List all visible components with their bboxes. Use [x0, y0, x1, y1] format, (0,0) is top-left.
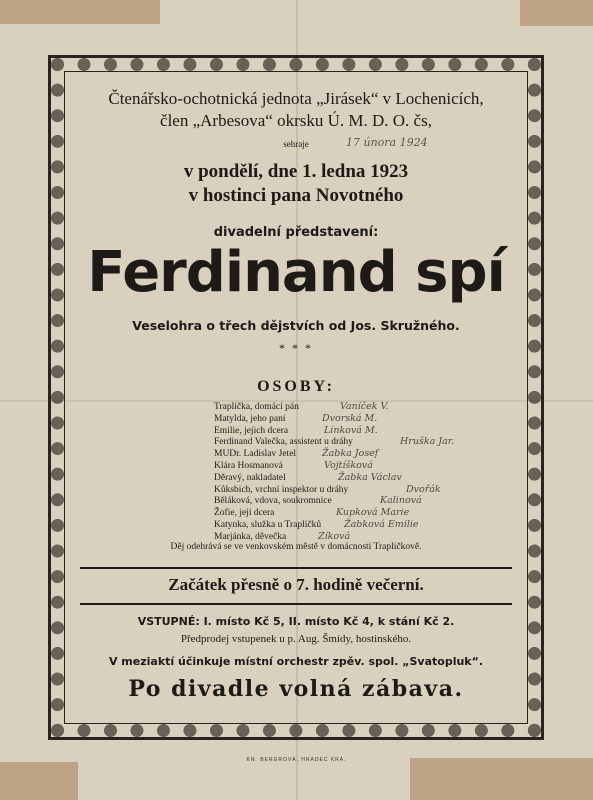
cast-role: Kůksbich, vrchní inspektor u dráhy: [214, 484, 349, 495]
cast-actor: Kupková Marie: [336, 507, 410, 519]
dance-announcement: Po divadle volná zábava.: [128, 676, 464, 702]
cast-role: Katynka, služka u Trapličků: [214, 519, 322, 530]
handwritten-date: 17 února 1924: [346, 136, 428, 149]
setting-note: Děj odehrává se ve venkovském městě v domácnosti Trapličkově.: [170, 542, 422, 552]
cast-row: [214, 520, 534, 532]
star-divider: * * *: [279, 341, 313, 355]
cast-role: Klára Hosmanová: [214, 460, 283, 471]
cast-actor: Žabková Emilie: [344, 518, 419, 530]
cast-row: [214, 449, 534, 461]
cast-row: [214, 485, 534, 497]
cast-actor: Vaníček V.: [340, 401, 389, 412]
divider-top: [80, 567, 512, 569]
cast-actor: Hruška Jar.: [400, 436, 455, 448]
cast-row: [214, 473, 534, 485]
tape-top-left: [0, 0, 160, 24]
cast-row: [214, 426, 534, 438]
tape-top-right: [520, 0, 593, 26]
cast-role: Marjánka, děvečka: [214, 531, 287, 542]
cast-role: Traplička, domácí pán: [214, 402, 299, 412]
cast-role: Běláková, vdova, soukromnice: [214, 496, 332, 507]
cast-actor: Zíková: [318, 530, 351, 542]
start-time: Začátek přesně o 7. hodině večerní.: [168, 575, 424, 594]
play-title: Ferdinand spí: [87, 240, 505, 305]
presale-note: Předprodej vstupenek u p. Aug. Šmídy, hostinského.: [180, 633, 412, 645]
cast-actor: Žabka Václav: [338, 471, 402, 483]
cast-actor: Dvorská M.: [322, 412, 378, 424]
cast-actor: Kalinová: [380, 495, 422, 507]
cast-role: MUDr. Ladislav Jetel: [214, 449, 297, 460]
orchestra-note: V meziaktí účinkuje místní orchestr zpěv. spol. „Svatopluk“.: [108, 655, 484, 668]
cast-role: Děravý, nakladatel: [214, 472, 286, 483]
cast-heading: OSOBY:: [257, 378, 335, 395]
cast-actor: Linková M.: [324, 424, 378, 436]
cast-role: Matylda, jeho paní: [214, 413, 286, 424]
admission-fees: VSTUPNÉ: I. místo Kč 5, II. místo Kč 4, k stání Kč 2.: [137, 615, 455, 628]
tape-bottom-right: [410, 758, 593, 800]
play-subtitle: Veselohra o třech dějstvích od Jos. Skružného.: [132, 318, 460, 333]
intro-label: divadelní představení:: [213, 225, 379, 240]
poster-content: [68, 75, 524, 720]
cast-actor: Dvořák: [406, 483, 441, 495]
cast-role: Ferdinand Valečka, assistent u dráhy: [214, 437, 353, 448]
cast-role: Emilie, jejich dcera: [214, 425, 289, 436]
organization-line-2: člen „Arbesova“ okrsku Ú. M. D. O. čs,: [160, 111, 432, 130]
organization-line-1: Čtenářsko-ochotnická jednota „Jirásek“ v Lochenicích,: [108, 89, 484, 108]
performance-date: v pondělí, dne 1. ledna 1923: [183, 161, 409, 182]
sehraje-label: sehraje: [283, 139, 309, 149]
printer-imprint: KN. BERGROVÁ, HRADEC KRÁ.: [246, 757, 347, 763]
cast-actor: Vojtíšková: [324, 459, 373, 471]
cast-role: Žofie, její dcera: [214, 508, 275, 519]
tape-bottom-left: [0, 762, 78, 800]
performance-venue: v hostinci pana Novotného: [188, 185, 404, 206]
cast-actor: Žabka Josef: [322, 448, 379, 460]
cast-list: [214, 402, 534, 544]
divider-bottom: [80, 603, 512, 605]
